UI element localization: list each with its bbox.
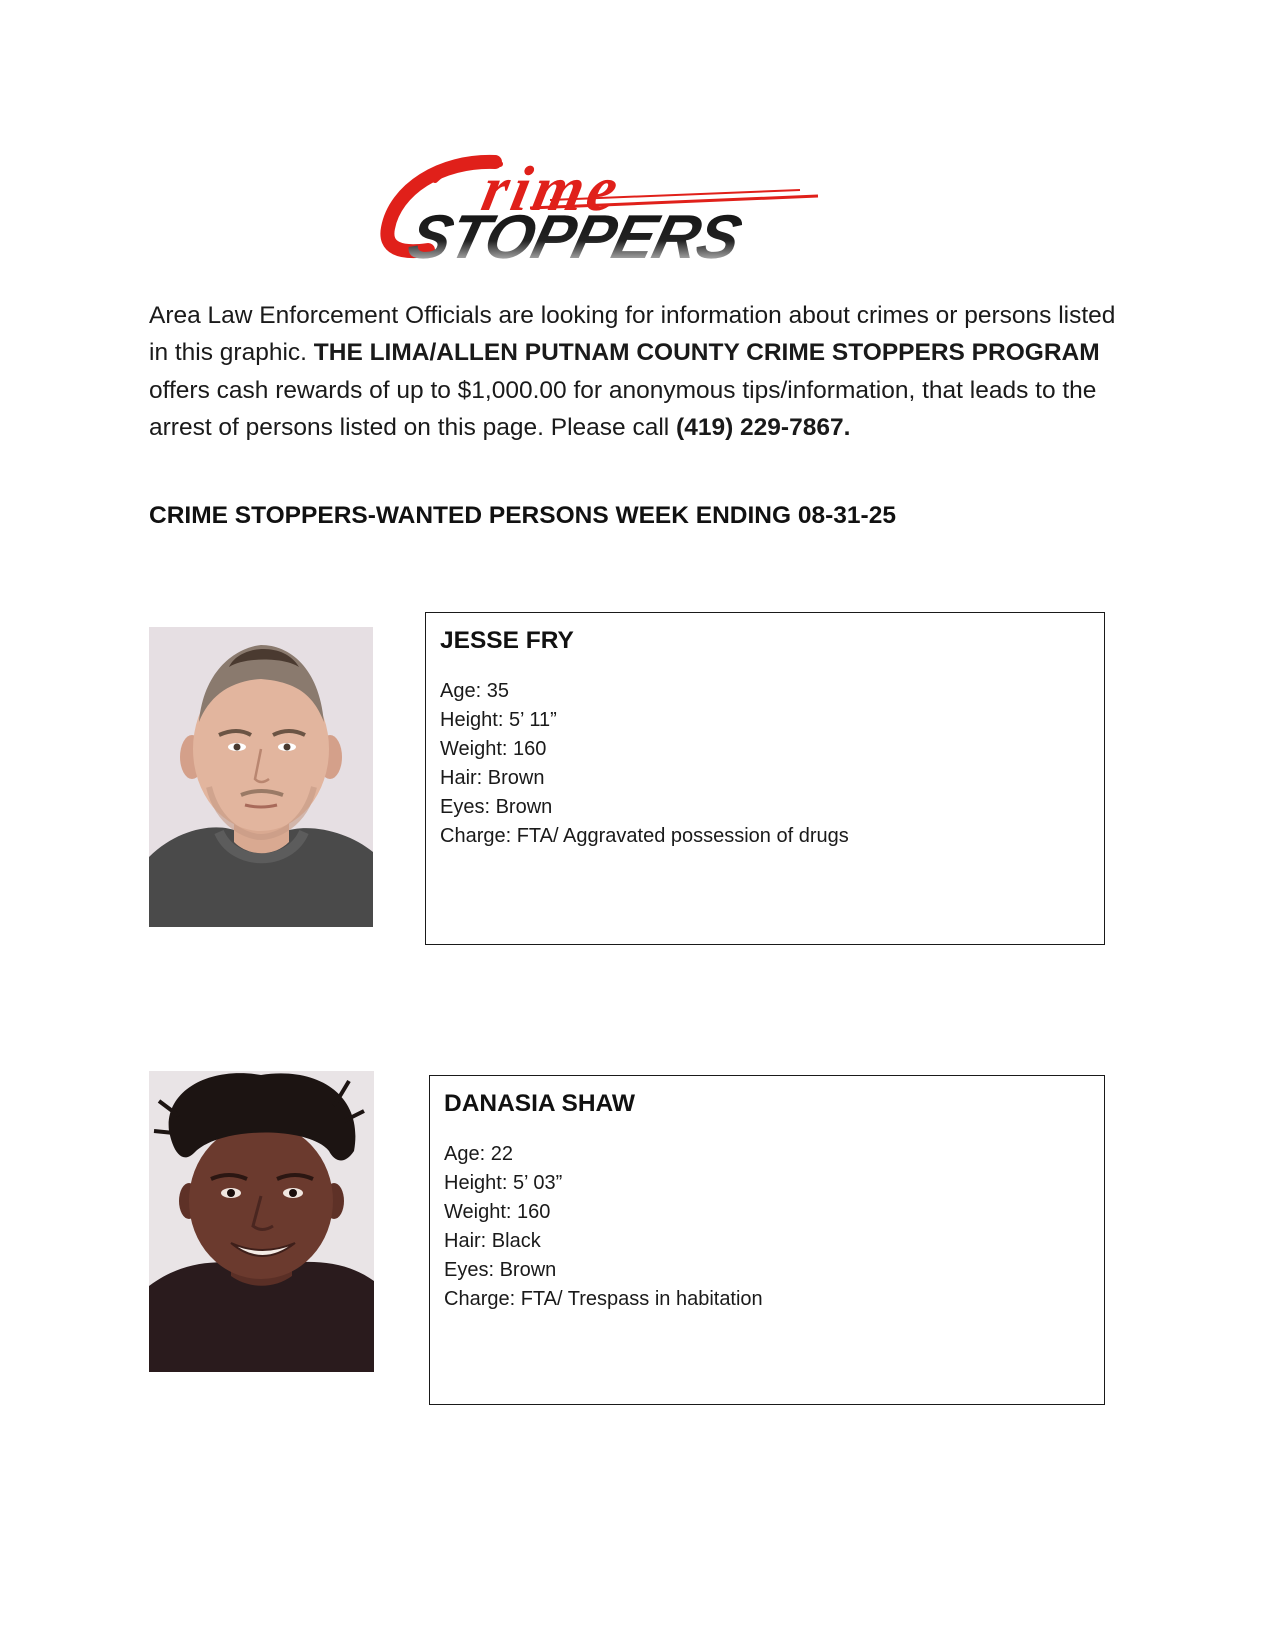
detail-label: Charge:: [440, 825, 512, 847]
detail-label: Age:: [440, 680, 482, 702]
detail-value: 160: [513, 738, 547, 760]
detail-label: Eyes:: [444, 1259, 495, 1281]
detail-value: Black: [491, 1230, 541, 1252]
person-photo-jesse-fry: [149, 627, 373, 927]
detail-eyes: [444, 1256, 1090, 1285]
svg-text:rime: rime: [476, 152, 629, 224]
person-info-card: [429, 1075, 1105, 1405]
detail-value: Brown: [495, 796, 553, 818]
detail-weight: [440, 735, 1090, 764]
detail-charge: [444, 1285, 1090, 1314]
detail-value: 22: [490, 1143, 513, 1165]
person-info-card: [425, 612, 1105, 945]
detail-label: Eyes:: [440, 796, 491, 818]
phone-number: (419) 229-7867.: [676, 414, 851, 442]
detail-value: Brown: [487, 767, 545, 789]
week-title: CRIME STOPPERS-WANTED PERSONS WEEK ENDING 08-31-25: [149, 502, 896, 529]
intro-text-2: offers cash rewards of up to $1,000.00 for anonymous tips/information, that leads to the arrest of persons listed on this page. Please call: [149, 376, 1097, 442]
intro-paragraph: [149, 297, 1129, 447]
detail-label: Hair:: [444, 1230, 487, 1252]
detail-value: 35: [486, 680, 509, 702]
detail-label: Weight:: [440, 738, 508, 760]
person-name: JESSE FRY: [440, 627, 574, 654]
detail-weight: [444, 1198, 1090, 1227]
detail-hair: [444, 1227, 1090, 1256]
detail-label: Age:: [444, 1143, 486, 1165]
person-name: DANASIA SHAW: [444, 1090, 636, 1117]
person-photo-danasia-shaw: [149, 1071, 374, 1372]
detail-age: [440, 677, 1090, 706]
detail-value: 5’ 03”: [512, 1172, 563, 1194]
detail-value: 160: [517, 1201, 551, 1223]
crime-stoppers-logo: [380, 150, 840, 280]
detail-label: Height:: [444, 1172, 508, 1194]
svg-text:STOPPERS: STOPPERS: [401, 202, 748, 272]
intro-text-1: Area Law Enforcement Officials are looking for information about crimes or persons listed in this graphic.: [149, 302, 1116, 367]
detail-charge: [440, 822, 1090, 851]
detail-label: Weight:: [444, 1201, 512, 1223]
program-name: THE LIMA/ALLEN PUTNAM COUNTY CRIME STOPPERS PROGRAM: [313, 339, 1100, 367]
detail-height: [444, 1169, 1090, 1198]
detail-value: 5’ 11”: [508, 709, 557, 731]
detail-label: Hair:: [440, 767, 483, 789]
detail-value: Brown: [499, 1259, 557, 1281]
detail-value: FTA/ Aggravated possession of drugs: [516, 825, 849, 847]
detail-age: [444, 1140, 1090, 1169]
detail-height: [440, 706, 1090, 735]
detail-eyes: [440, 793, 1090, 822]
detail-value: FTA/ Trespass in habitation: [520, 1288, 763, 1310]
detail-label: Height:: [440, 709, 504, 731]
detail-label: Charge:: [444, 1288, 516, 1310]
detail-hair: [440, 764, 1090, 793]
